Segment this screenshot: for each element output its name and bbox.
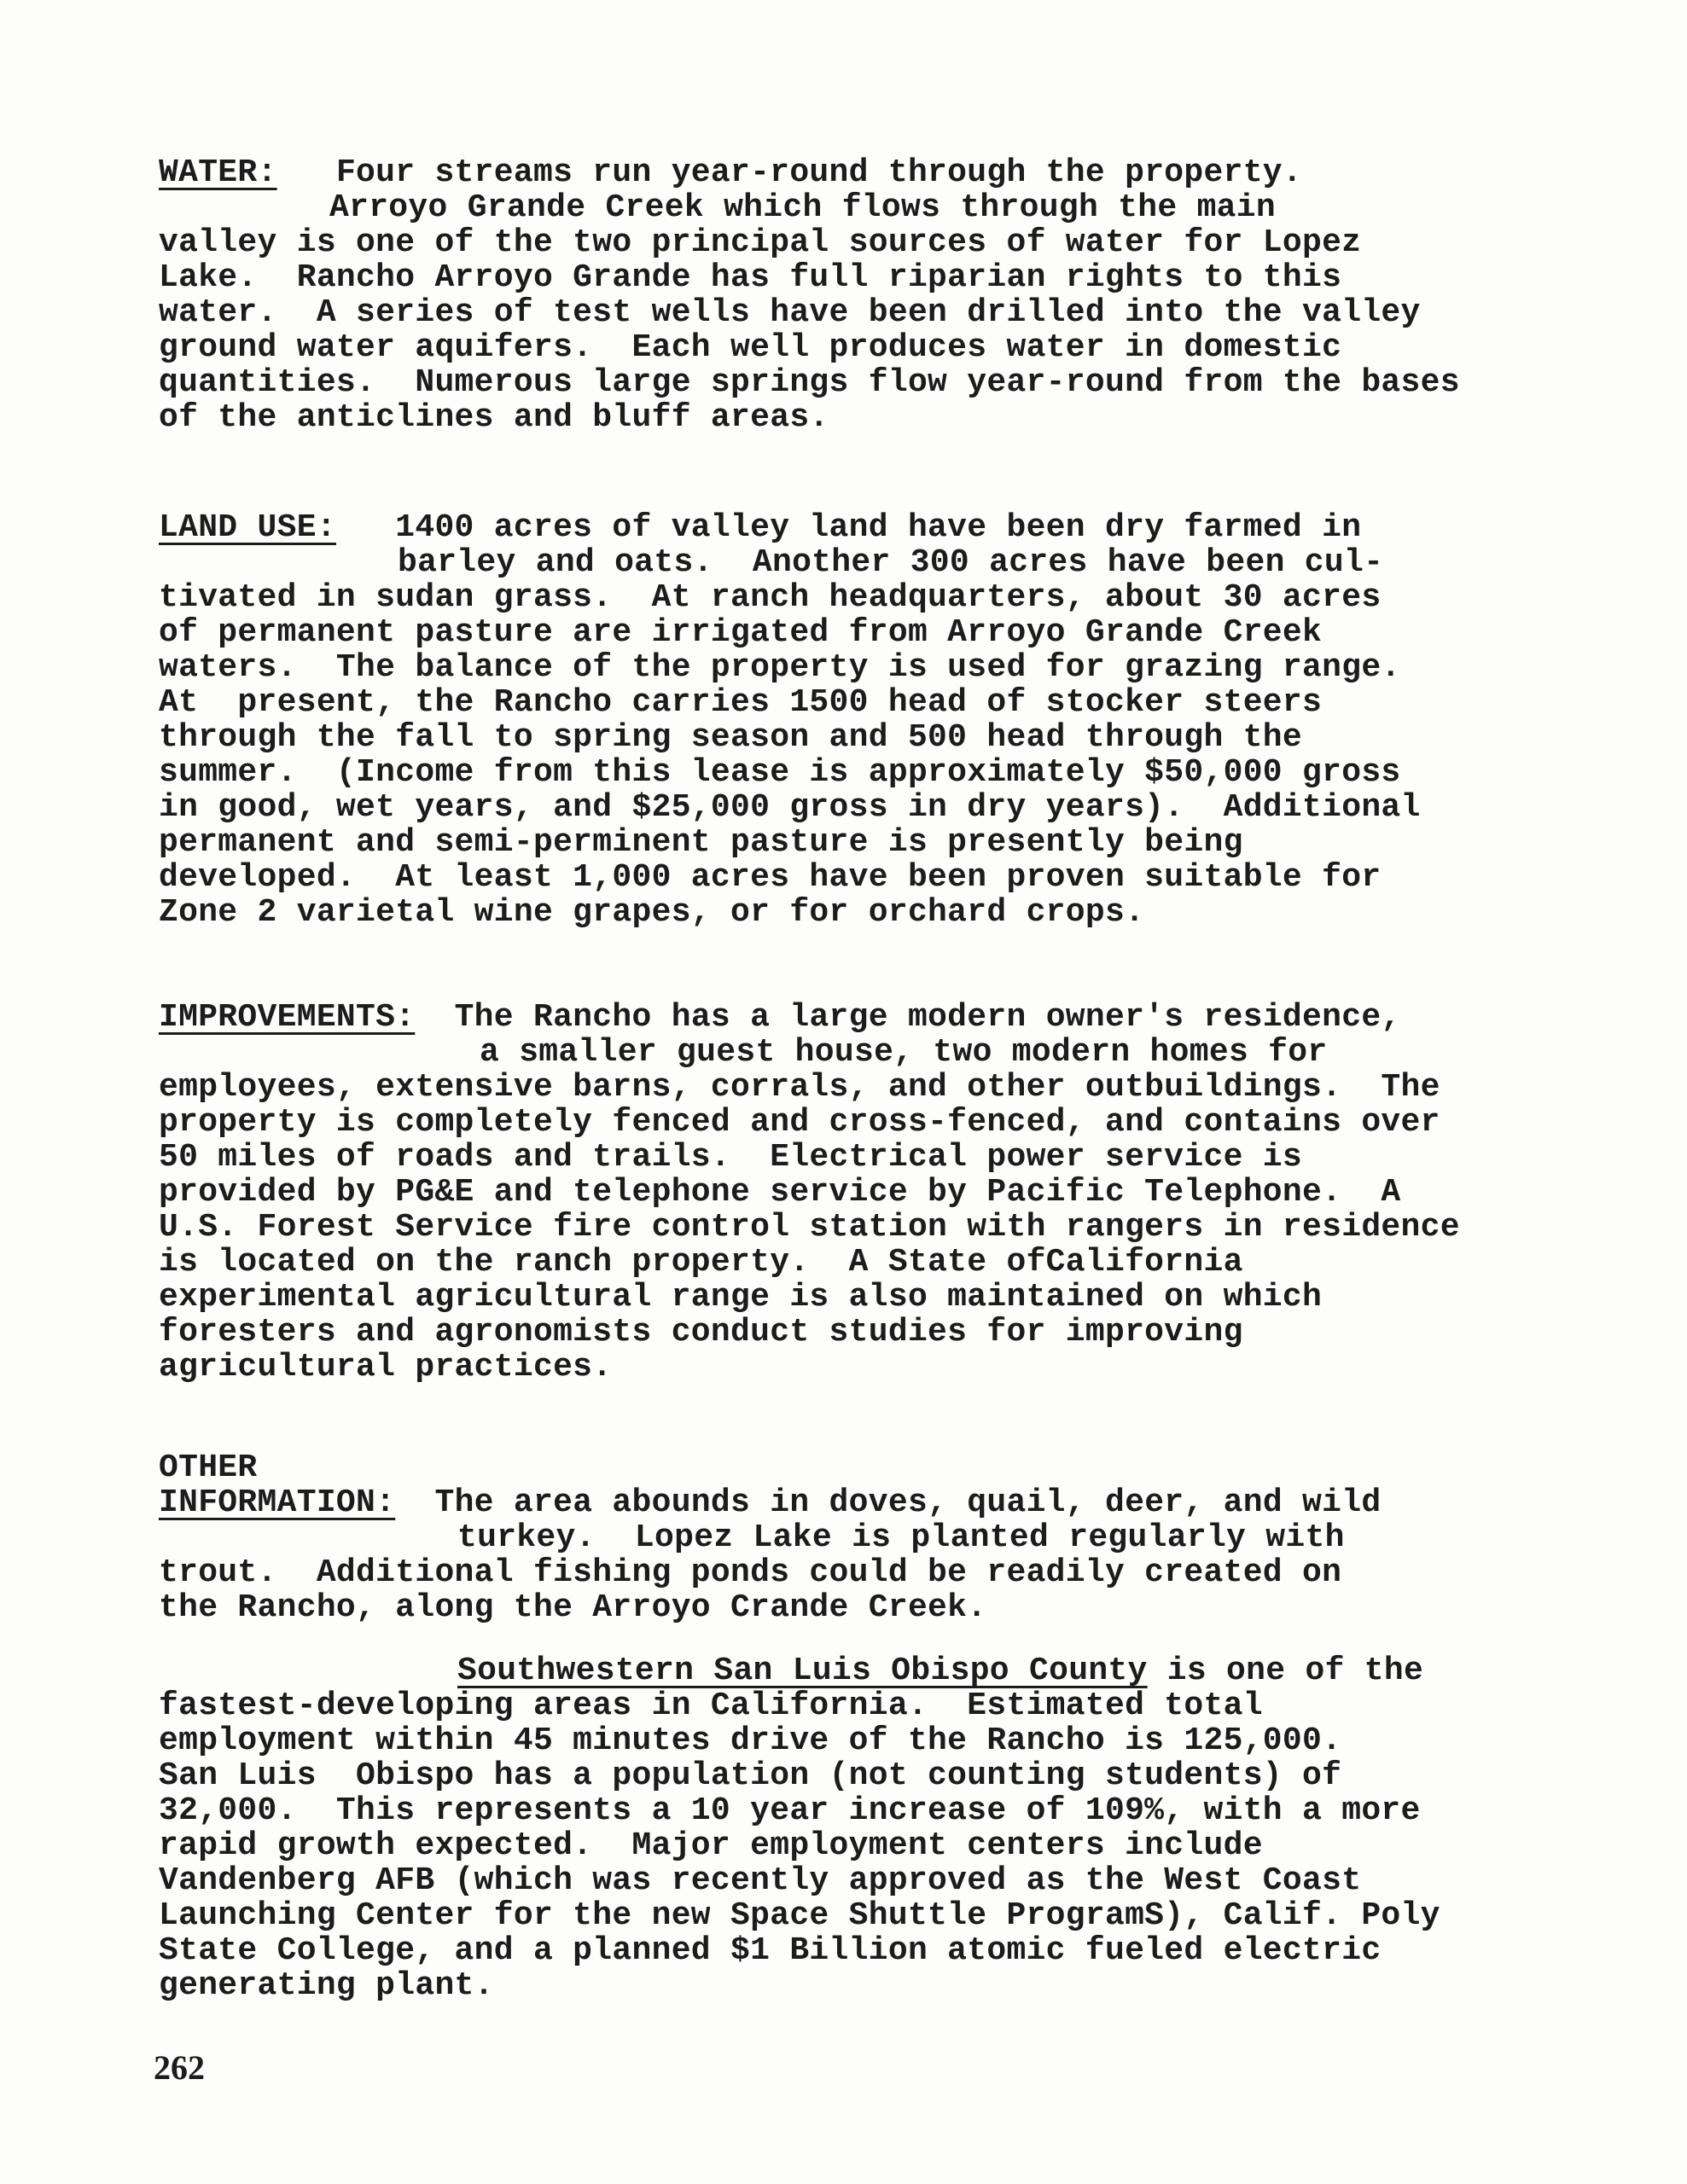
improvements-line-3: property is completely fenced and cross-fenced, and contains over <box>159 1104 1440 1141</box>
improvements-line-1: a smaller guest house, two modern homes for <box>480 1034 1328 1071</box>
land-use-line-11: Zone 2 varietal wine grapes, or for orchard crops. <box>159 894 1145 931</box>
land-use-line-10: developed. At least 1,000 acres have been proven suitable for <box>159 859 1382 896</box>
land-use-line-2: tivated in sudan grass. At ranch headquarters, about 30 acres <box>159 579 1382 616</box>
land-use-line-5: At present, the Rancho carries 1500 head of stocker steers <box>159 684 1323 721</box>
land-use-line-3: of permanent pasture are irrigated from Arroyo Grande Creek <box>159 614 1323 651</box>
improvements-line-5: provided by PG&E and telephone service by Pacific Telephone. A <box>159 1174 1401 1211</box>
improvements-line-4: 50 miles of roads and trails. Electrical power service is <box>159 1139 1303 1176</box>
improvements-heading: IMPROVEMENTS: <box>159 999 416 1036</box>
water-first-line <box>159 155 1567 190</box>
southwestern-line-4: rapid growth expected. Major employment centers include <box>159 1827 1263 1864</box>
southwestern-line-8: generating plant. <box>159 1967 494 2004</box>
water-line-7: of the anticlines and bluff areas. <box>159 399 829 436</box>
southwestern-lead-rest: is one of the <box>1147 1653 1424 1689</box>
page-number: 262 <box>154 2048 205 2087</box>
southwestern-line-6: Launching Center for the new Space Shuttle ProgramS), Calif. Poly <box>159 1897 1440 1934</box>
land-use-heading: LAND USE: <box>159 509 336 546</box>
other-line-0: The area abounds in doves, quail, deer, and wild <box>434 1484 1382 1521</box>
water-section <box>159 155 1567 435</box>
land-use-line-7: summer. (Income from this lease is approximately $50,000 gross <box>159 754 1401 791</box>
southwestern-line-1: employment within 45 minutes drive of the Rancho is 125,000. <box>159 1722 1342 1759</box>
improvements-line-6: U.S. Forest Service fire control station with rangers in residence <box>159 1209 1460 1246</box>
land-use-line-4: waters. The balance of the property is used for grazing range. <box>159 649 1401 686</box>
land-use-line-6: through the fall to spring season and 500 head through the <box>159 719 1303 756</box>
southwestern-line-3: 32,000. This represents a 10 year increase of 109%, with a more <box>159 1792 1421 1829</box>
improvements-line-8: experimental agricultural range is also maintained on which <box>159 1279 1323 1316</box>
improvements-line-2: employees, extensive barns, corrals, and other outbuildings. The <box>159 1069 1440 1106</box>
water-line-3: Lake. Rancho Arroyo Grande has full riparian rights to this <box>159 259 1342 296</box>
southwestern-line-0: fastest-developing areas in California. Estimated total <box>159 1687 1263 1724</box>
other-first-line <box>159 1485 1567 1520</box>
other-heading-line1: OTHER <box>159 1449 258 1486</box>
other-heading-line2: INFORMATION: <box>159 1484 396 1521</box>
other-information-section <box>159 1450 1567 1625</box>
improvements-line-9: foresters and agronomists conduct studies for improving <box>159 1314 1243 1350</box>
improvements-line-0: The Rancho has a large modern owner's residence, <box>454 999 1401 1036</box>
improvements-first-line <box>159 1000 1567 1035</box>
southwestern-line-5: Vandenberg AFB (which was recently approved as the West Coast <box>159 1862 1362 1899</box>
water-line-2: valley is one of the two principal sources of water for Lopez <box>159 224 1362 261</box>
land-use-line-9: permanent and semi-perminent pasture is presently being <box>159 824 1243 861</box>
water-heading: WATER: <box>159 154 277 191</box>
water-line-0: Four streams run year-round through the property. <box>335 154 1303 191</box>
improvements-section <box>159 1000 1567 1385</box>
other-line-2: trout. Additional fishing ponds could be readily created on <box>159 1554 1342 1591</box>
southwestern-section <box>159 1653 1567 2003</box>
land-use-line-0: 1400 acres of valley land have been dry farmed in <box>395 509 1362 546</box>
southwestern-line-7: State College, and a planned $1 Billion atomic fueled electric <box>159 1932 1382 1969</box>
land-use-section <box>159 510 1567 930</box>
land-use-line-1: barley and oats. Another 300 acres have been cul- <box>398 544 1384 581</box>
southwestern-lead-underlined: Southwestern San Luis Obispo County <box>457 1653 1148 1689</box>
water-line-5: ground water aquifers. Each well produces water in domestic <box>159 329 1342 366</box>
land-use-first-line <box>159 510 1567 545</box>
water-line-6: quantities. Numerous large springs flow year-round from the bases <box>159 364 1460 401</box>
southwestern-first-line <box>159 1653 1567 1688</box>
southwestern-line-2: San Luis Obispo has a population (not counting students) of <box>159 1757 1342 1794</box>
other-line-1: turkey. Lopez Lake is planted regularly with <box>457 1519 1345 1556</box>
other-line-3: the Rancho, along the Arroyo Crande Creek. <box>159 1589 987 1626</box>
improvements-line-7: is located on the ranch property. A State ofCalifornia <box>159 1244 1243 1281</box>
water-line-1: Arroyo Grande Creek which flows through the main <box>329 189 1276 226</box>
water-line-4: water. A series of test wells have been drilled into the valley <box>159 294 1421 331</box>
land-use-line-8: in good, wet years, and $25,000 gross in dry years). Additional <box>159 789 1421 826</box>
improvements-line-10: agricultural practices. <box>159 1349 613 1385</box>
